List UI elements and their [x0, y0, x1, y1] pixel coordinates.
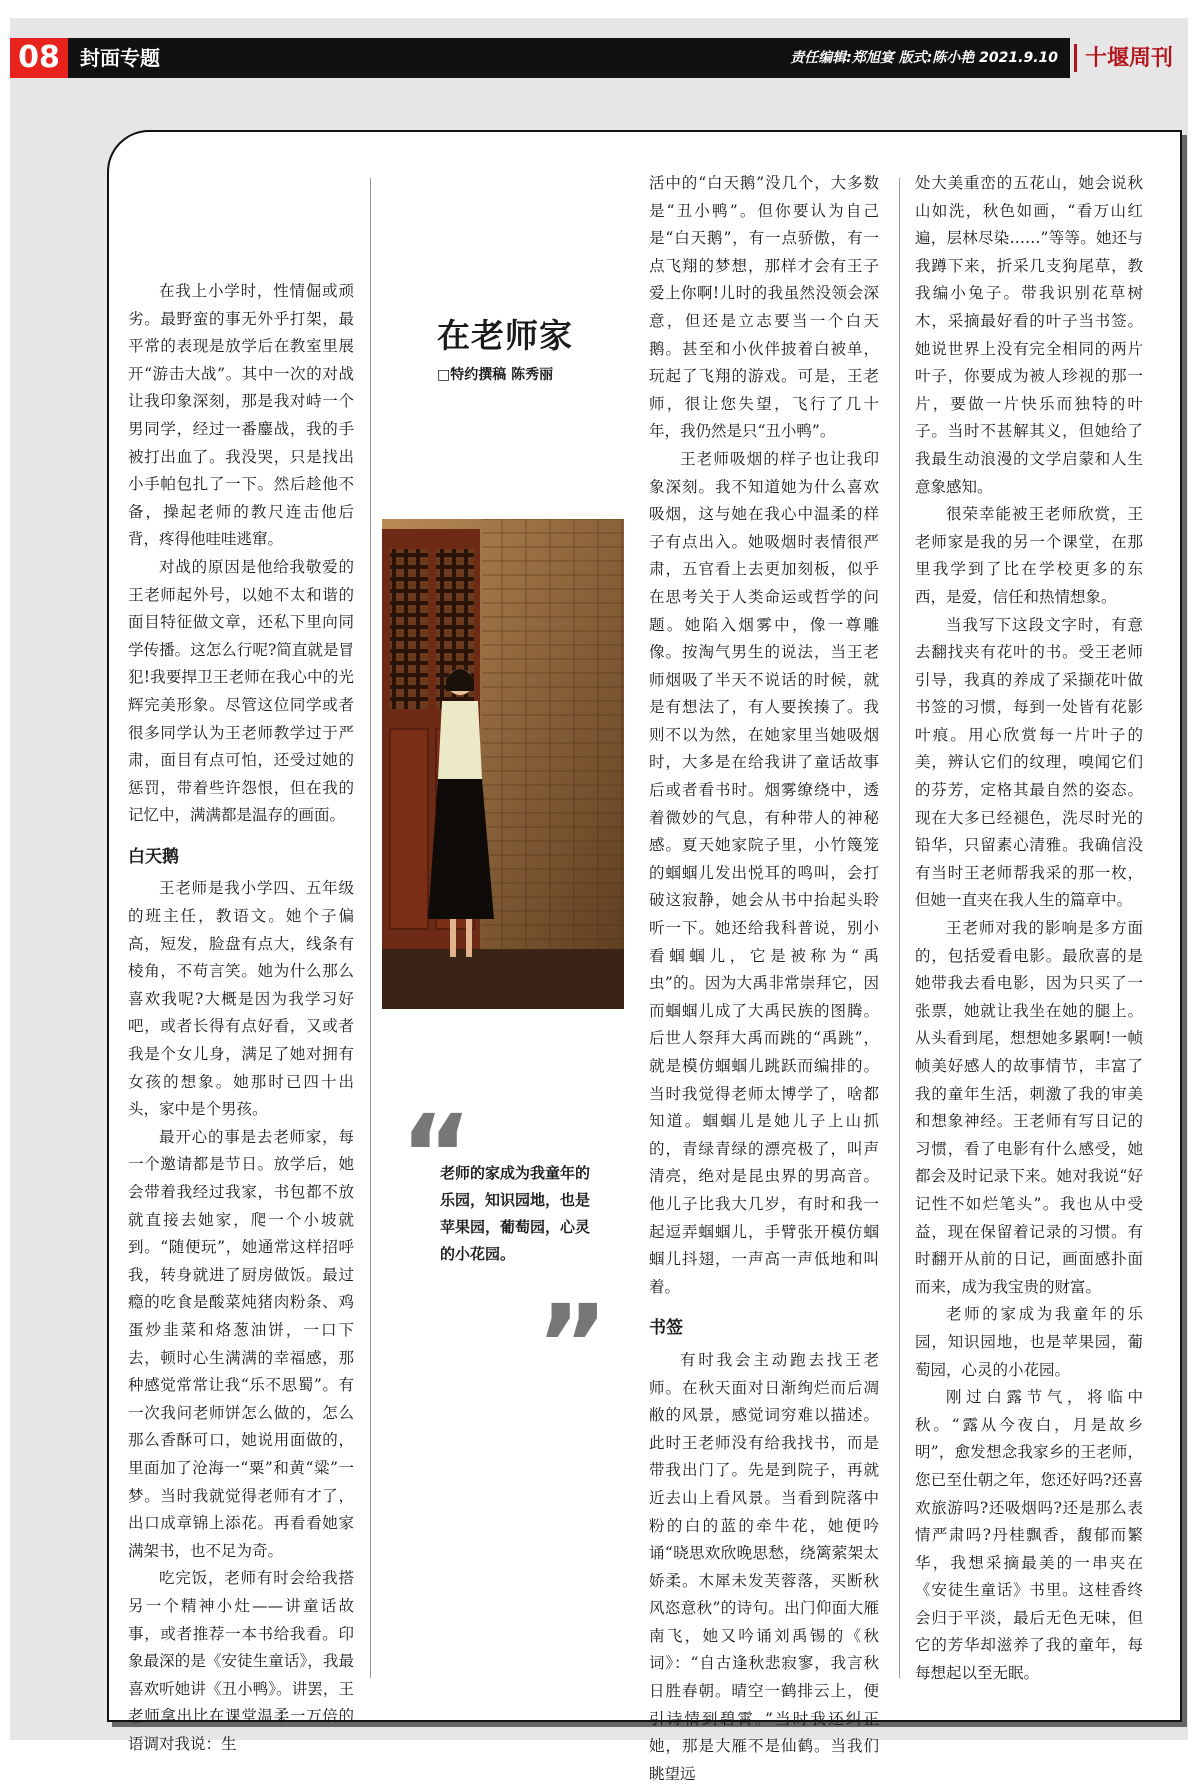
article-column-1	[128, 278, 354, 1758]
quote-close-icon: ”	[536, 1281, 609, 1409]
subheading-white-swan: 白天鹅	[128, 846, 179, 867]
article-column-4	[915, 170, 1143, 1688]
paragraph: 吃完饭，老师有时会给我搭另一个精神小灶——讲童话故事，或者推荐一本书给我看。印象最深的是《安徒生童话》，我最喜欢听她讲《丑小鸭》。讲罢，王老师拿出比在课堂温柔一万倍的语调对我说：生	[128, 1569, 354, 1753]
paragraph: 王老师是我小学四、五年级的班主任，教语文。她个子偏高，短发，脸盘有点大，线条有棱角，不苟言笑。她为什么那么喜欢我呢?大概是因为我学习好吧，或者长得有点好看，又或者我是个女儿身，满足了她对拥有女孩的想象。她那时已四十出头，家中是个男孩。	[128, 879, 354, 1119]
paper-logo: 十堰周刊	[1070, 38, 1188, 78]
paragraph: 最开心的事是去老师家，每一个邀请都是节日。放学后，她会带着我经过我家，书包都不放就直接去她家，爬一个小坡就到。“随便玩”，她通常这样招呼我，转身就进了厨房做饭。最过瘾的吃食是酸菜炖猪肉粉条、鸡蛋炒韭菜和烙葱油饼，一口下去，顿时心生满满的幸福感，那种感觉常常让我“乐不思蜀”。有一次我问老师饼怎么做的，怎么那么香酥可口，她说用面做的，里面加了沧海一“粟”和黄“粱”一梦。当时我就觉得老师有才了，出口成章锦上添花。再看看她家满架书，也不足为奇。	[128, 1127, 354, 1560]
quote-open-icon: “	[400, 1091, 473, 1219]
photo-illustration	[382, 519, 624, 1009]
paragraph: 刚过白露节气，将临中秋。“露从今夜白，月是故乡明”，愈发想念我家乡的王老师，您已至仕朝之年，您还好吗?还喜欢旅游吗?还吸烟吗?还是那么表情严肃吗?丹桂飘香，馥郁而繁华，我想采摘最美的一串夹在《安徒生童话》书里。这桂香终会归于平淡，最后无色无味，但它的芳华却滋养了我的童年，每每想起以至无眠。	[915, 1388, 1143, 1683]
paragraph: 活中的“白天鹅”没几个，大多数是“丑小鸭”。但你要认为自己是“白天鹅”，有一点骄傲，有一点飞翔的梦想，那样才会有王子爱上你啊!儿时的我虽然没领会深意，但还是立志要当一个白天鹅。甚至和小伙伴披着白被单，玩起了飞翔的游戏。可是，王老师，很让您失望，飞行了几十年，我仍然是只“丑小鸭”。	[649, 174, 879, 441]
paragraph: 王老师吸烟的样子也让我印象深刻。我不知道她为什么喜欢吸烟，这与她在我心中温柔的样子有点出入。她吸烟时表情很严肃，五官看上去更加刻板，似乎在思考关于人类命运或哲学的问题。她陷入烟雾中，像一尊雕像。按淘气男生的说法，当王老师烟吸了半天不说话的时候，就是有想法了，有人要挨揍了。我则不以为然，在她家里当她吸烟时，大多是在给我讲了童话故事后或者看书时。烟雾缭绕中，透着微妙的气息，有种带人的神秘感。夏天她家院子里，小竹篾笼的蝈蝈儿发出悦耳的鸣叫，会打破这寂静，她会从书中抬起头聆听一下。她还给我科普说，别小看蝈蝈儿，它是被称为“禹虫”的。因为大禹非常崇拜它，因而蝈蝈儿成了大禹民族的图腾。后世人祭拜大禹而跳的“禹跳”，就是模仿蝈蝈儿跳跃而编排的。当时我觉得老师太博学了，啥都知道。蝈蝈儿是她儿子上山抓的，青绿青绿的漂亮极了，叫声清亮，绝对是昆虫界的男高音。他儿子比我大几岁，有时和我一起逗弄蝈蝈儿，手臂张开模仿蝈蝈儿抖翅，一声高一声低地和叫着。	[649, 449, 879, 1296]
paragraph: 老师的家成为我童年的乐园，知识园地，也是苹果园，葡萄园，心灵的小花园。	[915, 1305, 1143, 1379]
editor-info: 责任编辑:郑旭宴 版式:陈小艳 2021.9.10	[790, 50, 1058, 66]
paragraph: 当我写下这段文字时，有意去翻找夹有花叶的书。受王老师引导，我真的养成了采撷花叶做书签的习惯，每到一处皆有花影叶痕。用心欣赏每一片叶子的美，辨认它们的纹理，嗅闻它们的芬芳，定格其最自然的姿态。现在大多已经褪色，洗尽时光的铅华，只留素心清雅。我确信没有当时王老师帮我采的那一枚，但她一直夹在我人生的篇章中。	[915, 615, 1143, 910]
paragraph: 很荣幸能被王老师欣赏，王老师家是我的另一个课堂，在那里我学到了比在学校更多的东西，是爱，信任和热情想象。	[915, 505, 1143, 606]
paragraph: 有时我会主动跑去找王老师。在秋天面对日渐绚烂而后凋敝的风景，感觉词穷难以描述。此时王老师没有给我找书，而是带我出门了。先是到院子，再就近去山上看风景。当看到院落中粉的白的蓝的牵牛花，她便吟诵“晓思欢欣晚思愁，绕篱萦架太娇柔。木犀未发芙蓉落，买断秋风恣意秋”的诗句。出门仰面大雁南飞，她又吟诵刘禹锡的《秋词》：“自古逢秋悲寂寥，我言秋日胜春朝。晴空一鹤排云上，便引诗情到碧霄。”当时我还纠正她，那是大雁不是仙鹤。当我们眺望远	[649, 1350, 879, 1783]
page-number: 08	[10, 38, 68, 78]
section-title: 封面专题	[80, 46, 160, 70]
header-bar	[10, 38, 1188, 78]
teacher-photo	[382, 519, 624, 1009]
pull-quote: 老师的家成为我童年的乐园，知识园地，也是苹果园，葡萄园，心灵的小花园。	[440, 1164, 591, 1263]
article-column-3	[649, 170, 879, 1788]
paragraph: 王老师对我的影响是多方面的，包括爱看电影。最欣喜的是她带我去看电影，因为只买了一张票，她就让我坐在她的腿上。从头看到尾，想想她多累啊!一帧帧美好感人的故事情节，丰富了我的童年生活，刺激了我的审美和想象神经。王老师有写日记的习惯，看了电影有什么感受，她都会及时记录下来。她对我说“好记性不如烂笔头”。我也从中受益，现在保留着记录的习惯。有时翻开从前的日记，画面感扑面而来，成为我宝贵的财富。	[915, 919, 1143, 1296]
column-divider-3	[899, 178, 900, 1678]
column-divider-1	[370, 178, 371, 1678]
byline: □特约撰稿 陈秀丽	[437, 367, 554, 383]
paragraph: 处大美重峦的五花山，她会说秋山如洗，秋色如画，“看万山红遍，层林尽染……”等等。她还与我蹲下来，折采几支狗尾草，教我编小兔子。带我识别花草树木，采摘最好看的叶子当书签。她说世界上没有完全相同的两片叶子，你要成为被人珍视的那一片，要做一片快乐而独特的叶子。当时不甚解其义，但她给了我最生动浪漫的文学启蒙和人生意象感知。	[915, 174, 1143, 496]
paragraph: 对战的原因是他给我敬爱的王老师起外号，以她不太和谐的面目特征做文章，还私下里向同学传播。这怎么行呢?简直就是冒犯!我要捍卫王老师在我心中的光辉完美形象。尽管这位同学或者很多同学认为王老师教学过于严肃，面目有点可怕，还受过她的惩罚，带着些许怨恨，但在我的记忆中，满满都是温存的画面。	[128, 557, 354, 825]
paragraph: 在我上小学时，性情倔或顽劣。最野蛮的事无外乎打架，最平常的表现是放学后在教室里展开“游击大战”。其中一次的对战让我印象深刻，那是我对峙一个男同学，经过一番鏖战，我的手被打出血了。我没哭，只是找出小手帕包扎了一下。然后趁他不备，操起老师的教尺连击他后背，疼得他哇哇逃窜。	[128, 282, 354, 549]
subheading-bookmark: 书签	[649, 1318, 683, 1339]
article-title: 在老师家	[437, 316, 573, 355]
